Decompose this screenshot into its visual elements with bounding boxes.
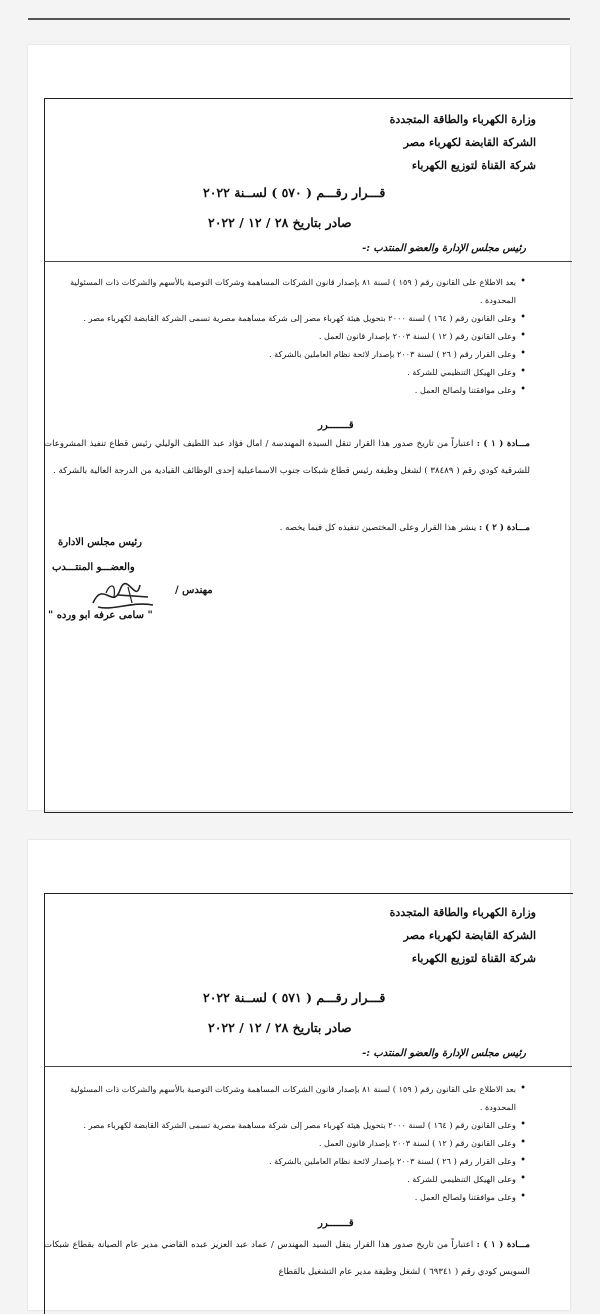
viewer-top-bar — [0, 0, 600, 44]
recital-item: • وعلى الهيكل التنظيمي للشركة . — [46, 363, 526, 381]
article-1-text: اعتباراً من تاريخ صدور هذا القرار تنقل السيدة المهندسة / امال فؤاد عبد اللطيف الوليلي رئيس قطاع تنفيذ المشروعات للشرقية كودي رقم ( ٣٨٤٨٩ ) لشغل وظيفة رئيس قطاع شبكات جنوب الاسماعيلية إحدى الوظائف القيادية من الدرجة العالية بالشركة . — [44, 439, 530, 476]
recital-item: • وعلى موافقتنا ولصالح العمل . — [46, 1188, 526, 1206]
signature-title-2: والعضـــو المنتـــدب — [52, 562, 135, 573]
ministry-name: وزارة الكهرباء والطاقة المتجددة — [389, 113, 536, 126]
recital-item: • وعلى موافقتنا ولصالح العمل . — [46, 381, 526, 399]
article-2-label: مـــادة ( ٢ ) : — [478, 523, 530, 533]
recital-item: • وعلى القانون رقم ( ١٢ ) لسنة ٢٠٠٣ بإصدار قانون العمل . — [46, 327, 526, 345]
recital-item: • وعلى الهيكل التنظيمي للشركة . — [46, 1170, 526, 1188]
article-1-text: اعتباراً من تاريخ صدور هذا القرار ينقل السيد المهندس / عماد عبد العزيز عبده القاضي مدير عام الصيانة بقطاع شبكات السويس كودي رقم ( ٦٩٣٤١ ) لشغل وظيفة مدير عام التشغيل بالقطاع — [44, 1240, 530, 1277]
decides-heading: قـــــــرر — [318, 1218, 354, 1229]
company-name: شركة القناة لتوزيع الكهرباء — [411, 159, 536, 172]
issue-date: صادر بتاريخ ٢٨ / ١٢ / ٢٠٢٢ — [208, 215, 352, 230]
signature-title-3: مهندس / — [175, 585, 213, 596]
decision-title: قـــرار رقـــم ( ٥٧٠ ) لســنة ٢٠٢٢ — [203, 185, 386, 200]
article-2-text: ينشر هذا القرار وعلى المختصين تنفيذه كل فيما يخصه . — [279, 523, 477, 533]
recital-item: • وعلى القرار رقم ( ٢٦ ) لسنة ٢٠٠٣ بإصدار لائحة نظام العاملين بالشركة . — [46, 345, 526, 363]
recitals-list — [46, 1080, 526, 1206]
previous-page-edge — [28, 18, 570, 20]
article-1 — [44, 1232, 530, 1286]
separator-line — [44, 1066, 572, 1067]
document-page-2 — [28, 840, 570, 1310]
recital-item: • بعد الاطلاع على القانون رقم ( ١٥٩ ) لسنة ٨١ بإصدار قانون الشركات المساهمة وشركات التوصية بالأسهم والشركات ذات المسئولية المحدودة . — [46, 1080, 526, 1116]
ministry-name: وزارة الكهرباء والطاقة المتجددة — [389, 906, 536, 919]
holding-company-name: الشركة القابضة لكهرباء مصر — [403, 136, 536, 149]
decision-title: قـــرار رقـــم ( ٥٧١ ) لســنة ٢٠٢٢ — [203, 990, 386, 1005]
declarant-line: رئيس مجلس الإدارة والعضو المنتدب :- — [362, 243, 526, 254]
article-1-label: مـــادة ( ١ ) : — [476, 1240, 531, 1250]
company-name: شركة القناة لتوزيع الكهرباء — [411, 952, 536, 965]
separator-line — [44, 261, 572, 262]
issue-date: صادر بتاريخ ٢٨ / ١٢ / ٢٠٢٢ — [208, 1020, 352, 1035]
recital-item: • وعلى القانون رقم ( ١٢ ) لسنة ٢٠٠٣ بإصدار قانون العمل . — [46, 1134, 526, 1152]
recital-item: • بعد الاطلاع على القانون رقم ( ١٥٩ ) لسنة ٨١ بإصدار قانون الشركات المساهمة وشركات التوصية بالأسهم والشركات ذات المسئولية المحدودة . — [46, 273, 526, 309]
declarant-line: رئيس مجلس الإدارة والعضو المنتدب :- — [362, 1048, 526, 1059]
decides-heading: قـــــــرر — [318, 420, 354, 431]
article-1-label: مـــادة ( ١ ) : — [476, 439, 530, 449]
article-1 — [44, 431, 530, 485]
signature-title-1: رئيس مجلس الادارة — [58, 537, 142, 548]
holding-company-name: الشركة القابضة لكهرباء مصر — [403, 929, 536, 942]
handwritten-signature — [88, 575, 158, 613]
signatory-name: " سامى عرفه ابو ورده " — [48, 610, 153, 621]
recital-item: • وعلى القانون رقم ( ١٦٤ ) لسنة ٢٠٠٠ بتحويل هيئة كهرباء مصر إلى شركة مساهمة مصرية تسمى الشركة القابضة لكهرباء مصر . — [46, 309, 526, 327]
document-page-1 — [28, 45, 570, 810]
recital-item: • وعلى القانون رقم ( ١٦٤ ) لسنة ٢٠٠٠ بتحويل هيئة كهرباء مصر إلى شركة مساهمة مصرية تسمى الشركة القابضة لكهرباء مصر . — [46, 1116, 526, 1134]
recital-item: • وعلى القرار رقم ( ٢٦ ) لسنة ٢٠٠٣ بإصدار لائحة نظام العاملين بالشركة . — [46, 1152, 526, 1170]
recitals-list — [46, 273, 526, 399]
